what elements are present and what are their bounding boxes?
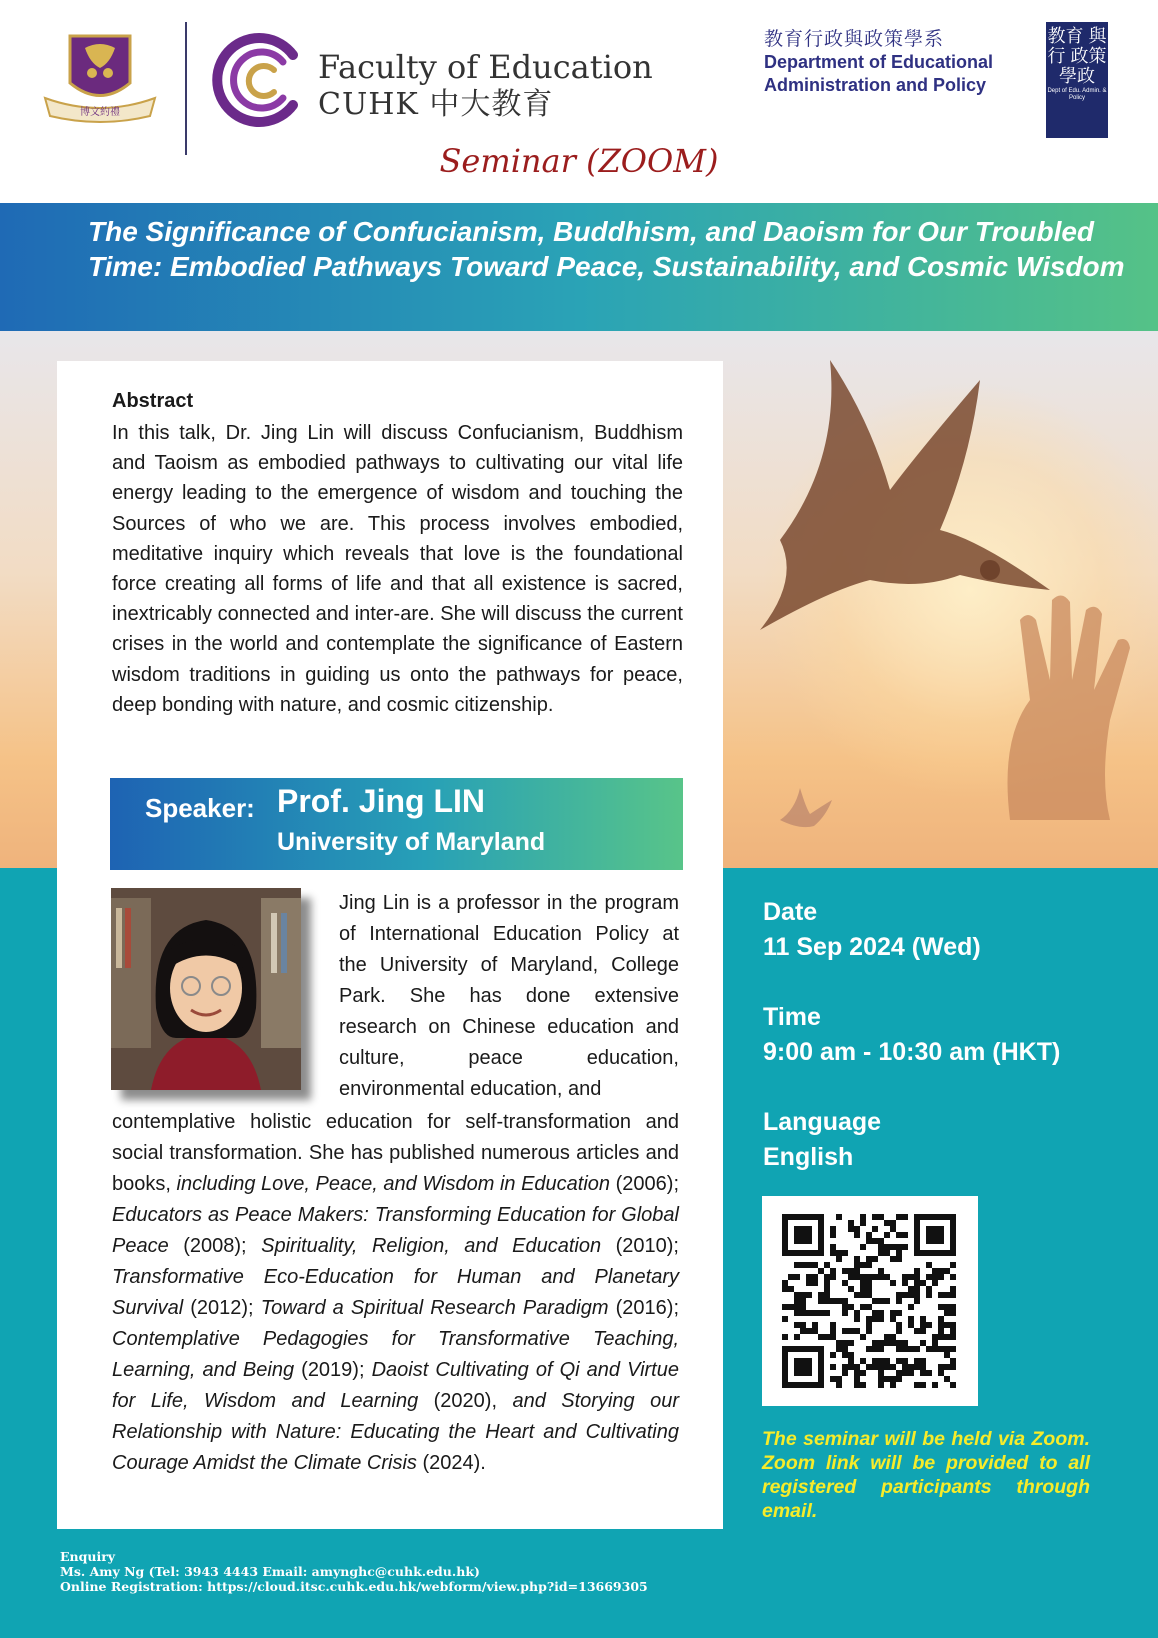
speaker-portrait [111,888,301,1090]
language-label: Language [763,1108,882,1136]
time-value: 9:00 am - 10:30 am (HKT) [763,1038,1061,1066]
svg-text:博文約禮: 博文約禮 [80,107,120,118]
bio-text-main: contemplative holistic education for self-transformation and social transformation. She has published numerous articles and books, including Love, Peace, and Wisdom in Education (2006); Educators as Peace Makers: Transforming Education for Global Peace (2008); Spirituality, Religion, and Education (2010); Transformative Eco-Education for Human and Planetary Survival (2012); Toward a Spiritual Research Paradigm (2016); Contemplative Pedagogies for Transformative Teaching, Learning, and Being (2019); Daoist Cultivating of Qi and Virtue for Life, Wisdom and Learning (2020), and Storying our Relationship with Nature: Educating the Heart and Cultivating Courage Amidst the Climate Crisis (2024). [112,1111,680,1474]
date-label: Date [763,898,818,926]
bio-text-side: Jing Lin is a professor in the program of International Education Policy at the University of Maryland, College Park. She has done extensive research on Chinese education and culture, peace education, environmental education, and [339,892,679,1100]
portrait-illustration [111,888,301,1090]
department-name-en-line2: Administration and Policy [764,75,987,95]
qr-code-icon [762,1196,978,1406]
small-dove-icon [770,780,840,850]
department-name [764,28,993,97]
department-badge-en: Dept of Edu. Admin. & Policy [1047,88,1107,101]
speaker-affiliation: University of Maryland [277,828,546,856]
zoom-note: The seminar will be held via Zoom. Zoom link will be provided to all registered participants through email. [762,1428,1090,1522]
faculty-name-line2: CUHK 中大教育 [318,87,554,122]
speaker-label: Speaker: [145,793,255,823]
time-label: Time [763,1003,821,1031]
department-name-en-line1: Department of Educational [764,52,994,72]
speaker-name: Prof. Jing LIN [277,783,485,819]
date-value: 11 Sep 2024 (Wed) [763,933,981,961]
department-name-zh: 教育行政與政策學系 [764,29,945,50]
enquiry-heading: Enquiry [60,1549,116,1564]
language-value: English [763,1143,854,1171]
registration-qr-code[interactable] [762,1196,978,1406]
faculty-logo [208,30,308,130]
header-divider [185,22,187,155]
faculty-name-line1: Faculty of Education [318,48,653,86]
cuhk-crest-logo [40,28,160,128]
registration-link[interactable]: Online Registration: https://cloud.itsc.cuhk.edu.hk/webform/view.php?id=13669305 [60,1579,648,1594]
faculty-name [318,48,653,124]
seminar-label: Seminar (ZOOM) [439,142,719,180]
abstract-heading: Abstract [112,390,194,412]
department-badge-zh: 教育 與行 政策 學政 [1047,26,1107,86]
department-badge-logo [1046,22,1108,138]
enquiry-contact[interactable]: Ms. Amy Ng (Tel: 3943 4443 Email: amynghc@cuhk.edu.hk) [60,1564,480,1579]
hand-silhouette-icon [990,580,1158,820]
abstract-body: In this talk, Dr. Jing Lin will discuss Confucianism, Buddhism and Taoism as embodied pathways to cultivating our vital life energy leading to the emergence of wisdom and touching the Sources of who we are. This process involves embodied, meditative inquiry which reveals that love is the foundational force creating all forms of life and that all existence is sacred, inextricably connected and inter-are. She will discuss the current crises in the world and contemplate the significance of Eastern wisdom traditions in guiding us onto the pathways for peace, deep bonding with nature, and cosmic citizenship. [112,422,683,716]
seminar-title: The Significance of Confucianism, Buddhism, and Daoism for Our Troubled Time: Embodied Pathways Toward Peace, Sustainability, and Cosmic Wisdom [88,216,1125,282]
footer [60,1549,648,1594]
